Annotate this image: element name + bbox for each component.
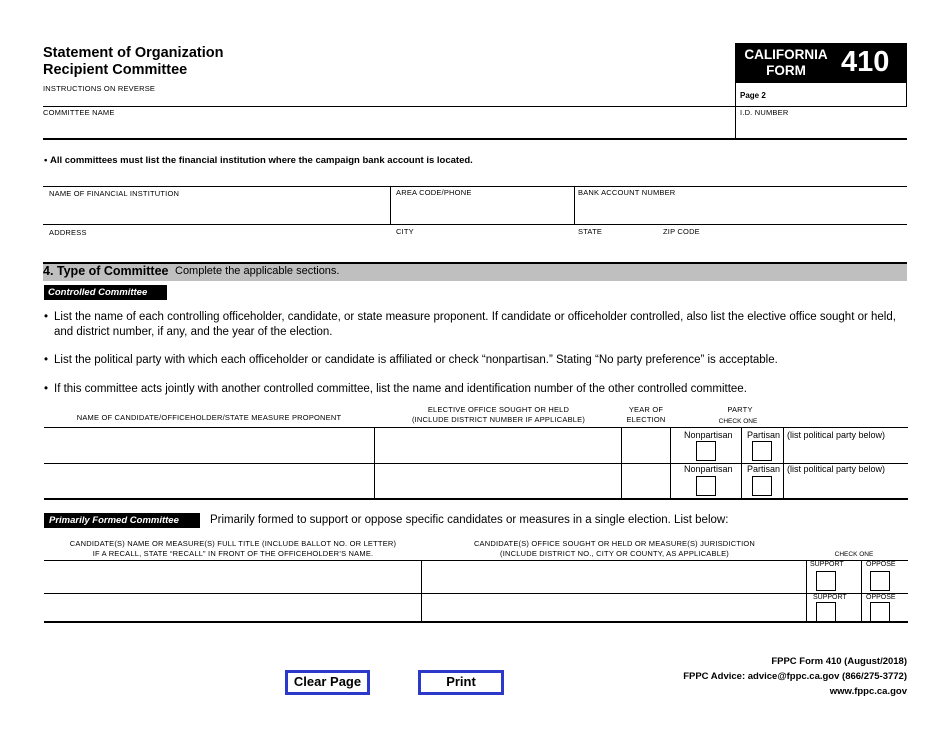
col-office-line1: ELECTIVE OFFICE SOUGHT OR HELD — [427, 405, 570, 414]
controlled-bullet-1 — [44, 310, 904, 340]
section4-bar — [43, 264, 907, 281]
instructions-note: INSTRUCTIONS ON REVERSE — [43, 84, 156, 93]
controlled-committee-tag: Controlled Committee — [44, 285, 167, 300]
institution-label: NAME OF FINANCIAL INSTITUTION — [49, 189, 180, 198]
party-field[interactable] — [785, 442, 905, 461]
badge-line1: CALIFORNIA — [744, 47, 828, 62]
phone-label: AREA CODE/PHONE — [396, 188, 472, 197]
support-checkbox[interactable] — [816, 602, 836, 622]
partisan-checkbox[interactable] — [752, 441, 772, 461]
col-office-line2: (INCLUDE DISTRICT NUMBER IF APPLICABLE) — [411, 415, 586, 424]
phone-field[interactable] — [392, 198, 572, 222]
table-row — [44, 594, 908, 621]
id-number-label: I.D. NUMBER — [740, 108, 789, 117]
fppc-website[interactable]: www.fppc.ca.gov — [829, 686, 907, 697]
candidate-name-field[interactable] — [46, 466, 372, 496]
form-title-line2: Recipient Committee — [43, 62, 188, 78]
controlled-bullet-2 — [44, 353, 904, 368]
badge-line2: FORM — [766, 63, 806, 78]
pf-name-field[interactable] — [46, 596, 418, 620]
nonpartisan-checkbox[interactable] — [696, 441, 716, 461]
pf-col-office-header — [422, 539, 807, 559]
section4-subheading: Complete the applicable sections. — [175, 265, 340, 277]
partisan-label: Partisan — [747, 464, 781, 474]
year-field[interactable] — [623, 430, 668, 461]
clear-page-button[interactable]: Clear Page — [285, 670, 370, 695]
nonpartisan-checkbox[interactable] — [696, 476, 716, 496]
col-year-header — [622, 405, 670, 425]
committee-name-field[interactable] — [43, 117, 733, 138]
bullet-text: List the name of each controlling officeholder, candidate, or state measure proponent. If candidate or officeholder controlled, also list the elective office sought or held, and district number, if any, and the year of the election. — [54, 311, 896, 338]
nonpartisan-label: Nonpartisan — [684, 464, 733, 474]
address-field[interactable] — [44, 236, 389, 258]
bullet-dot: • — [44, 383, 49, 395]
pf-col-office-line1: CANDIDATE(S) OFFICE SOUGHT OR HELD OR MEASURE(S) JURISDICTION — [473, 539, 756, 548]
pf-col-name-line2: IF A RECALL, STATE “RECALL” IN FRONT OF THE OFFICEHOLDER’S NAME. — [92, 549, 374, 558]
footer-info — [620, 654, 907, 699]
pf-col-name-line1: CANDIDATE(S) NAME OR MEASURE(S) FULL TITLE (INCLUDE BALLOT NO. OR LETTER) — [69, 539, 397, 548]
party-below-label: (list political party below) — [787, 430, 886, 440]
state-field[interactable] — [576, 236, 656, 258]
oppose-label: OPPOSE — [866, 594, 896, 601]
zip-field[interactable] — [660, 236, 905, 258]
party-field[interactable] — [785, 477, 905, 496]
committee-name-label: COMMITTEE NAME — [43, 108, 115, 117]
support-label: SUPPORT — [810, 561, 844, 568]
state-label: STATE — [578, 227, 603, 236]
support-checkbox[interactable] — [816, 571, 836, 591]
id-number-field[interactable] — [737, 117, 905, 138]
table-row — [44, 428, 908, 463]
institution-field[interactable] — [44, 198, 389, 222]
col-name-header: NAME OF CANDIDATE/OFFICEHOLDER/STATE MEASURE PROPONENT — [76, 413, 342, 422]
table-row — [44, 464, 908, 498]
table-row — [44, 561, 908, 593]
pf-col-name-header — [44, 539, 422, 559]
page-number: Page 2 — [740, 91, 766, 100]
bullet-dot: • — [44, 354, 49, 366]
partisan-label: Partisan — [747, 430, 781, 440]
print-button[interactable]: Print — [418, 670, 504, 695]
col-party-header: PARTY — [727, 405, 753, 414]
col-check-header: CHECK ONE — [718, 418, 758, 425]
primarily-formed-tag: Primarily Formed Committee — [44, 513, 200, 528]
account-field[interactable] — [576, 198, 906, 222]
bank-notice — [44, 155, 473, 166]
form-title-line1: Statement of Organization — [43, 45, 224, 61]
oppose-checkbox[interactable] — [870, 602, 890, 622]
form-version: FPPC Form 410 (August/2018) — [771, 656, 907, 667]
bullet-dot: • — [44, 155, 50, 166]
col-year-line1: YEAR OF — [628, 405, 664, 414]
col-year-line2: ELECTION — [626, 415, 666, 424]
office-field[interactable] — [377, 466, 620, 496]
oppose-label: OPPOSE — [866, 561, 896, 568]
bank-notice-text: All committees must list the financial institution where the campaign bank account is located. — [49, 155, 473, 166]
nonpartisan-label: Nonpartisan — [684, 430, 733, 440]
fppc-advice: FPPC Advice: advice@fppc.ca.gov (866/275-3772) — [683, 671, 907, 682]
account-label: BANK ACCOUNT NUMBER — [578, 188, 676, 197]
pf-col-office-line2: (INCLUDE DISTRICT NO., CITY OR COUNTY, AS APPLICABLE) — [500, 549, 729, 558]
bullet-text: If this committee acts jointly with another controlled committee, list the name and identification number of the other controlled committee. — [54, 383, 747, 395]
section4-heading: 4. Type of Committee — [43, 264, 169, 278]
col-office-header — [376, 405, 621, 425]
support-label: SUPPORT — [813, 594, 847, 601]
zip-label: ZIP CODE — [663, 227, 700, 236]
bullet-text: List the political party with which each officeholder or candidate is affiliated or check “nonpartisan.” Stating “No party preference” is acceptable. — [54, 354, 778, 366]
address-label: ADDRESS — [49, 228, 87, 237]
form-badge — [735, 43, 907, 83]
bullet-dot: • — [44, 311, 49, 323]
controlled-bullet-3 — [44, 382, 904, 397]
form-number: 410 — [841, 46, 890, 78]
pf-name-field[interactable] — [46, 563, 418, 591]
pf-office-field[interactable] — [424, 563, 804, 591]
pf-col-check-header: CHECK ONE — [834, 551, 874, 558]
year-field[interactable] — [623, 466, 668, 496]
office-field[interactable] — [377, 430, 620, 461]
pf-office-field[interactable] — [424, 596, 804, 620]
primarily-description: Primarily formed to support or oppose specific candidates or measures in a single election. List below: — [210, 514, 729, 526]
candidate-name-field[interactable] — [46, 430, 372, 461]
city-field[interactable] — [392, 236, 572, 258]
badge-label — [739, 47, 833, 79]
oppose-checkbox[interactable] — [870, 571, 890, 591]
form-title — [43, 45, 223, 79]
city-label: CITY — [396, 227, 414, 236]
party-below-label: (list political party below) — [787, 464, 886, 474]
partisan-checkbox[interactable] — [752, 476, 772, 496]
